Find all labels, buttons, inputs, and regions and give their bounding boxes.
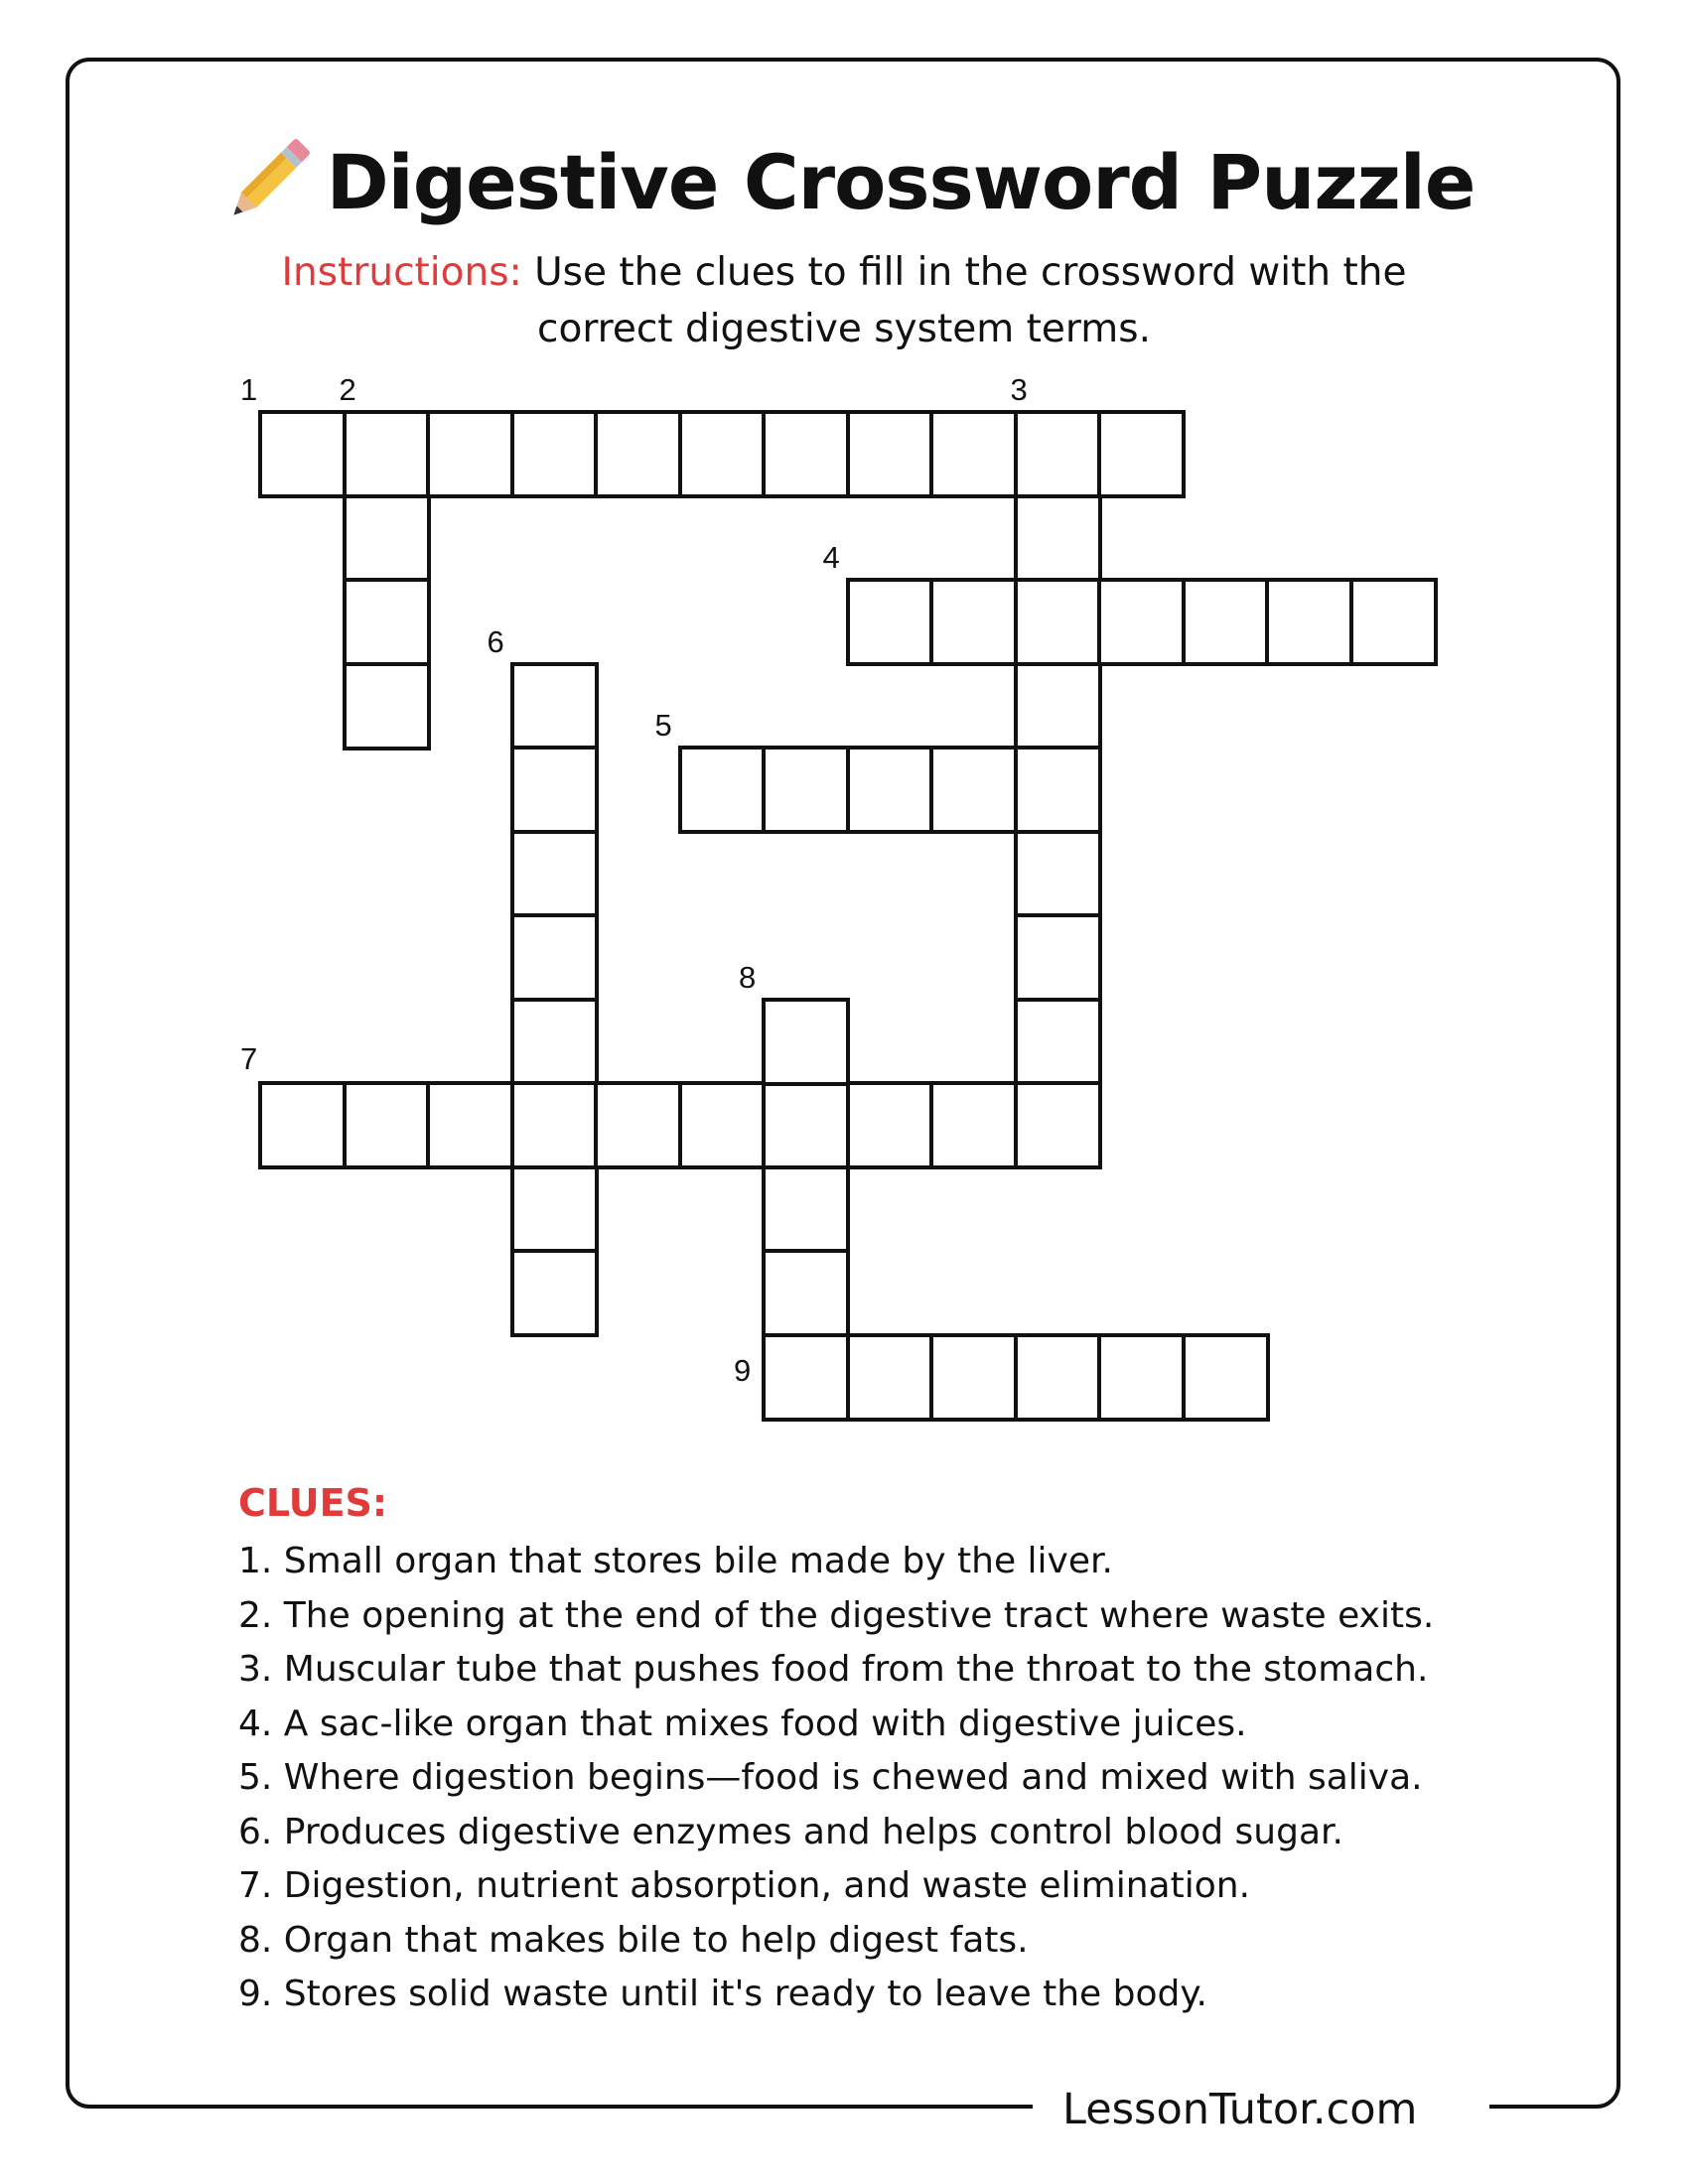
grid-cell[interactable] [848, 748, 932, 832]
clue-item: 3. Muscular tube that pushes food from the throat to the stomach. [238, 1649, 1429, 1690]
grid-cell[interactable] [512, 915, 597, 1000]
grid-cell[interactable] [345, 580, 429, 664]
grid-cell[interactable] [680, 412, 765, 496]
clue-item: 5. Where digestion begins—food is chewed and mixed with saliva. [238, 1757, 1423, 1798]
clue-number-label: 6 [487, 623, 504, 659]
grid-cell[interactable] [1016, 580, 1100, 664]
grid-cell[interactable] [931, 580, 1016, 664]
grid-cell[interactable] [931, 748, 1016, 832]
grid-cell[interactable] [512, 1083, 597, 1167]
grid-cell[interactable] [1016, 664, 1100, 749]
grid-cell[interactable] [931, 412, 1016, 496]
grid-cell[interactable] [345, 496, 429, 581]
grid-cell[interactable] [1099, 1335, 1184, 1420]
grid-cell[interactable] [848, 412, 932, 496]
title-row [0, 117, 1688, 246]
grid-cell[interactable] [764, 1251, 848, 1335]
clue-number-label: 4 [822, 540, 840, 575]
clue-item: 2. The opening at the end of the digestive tract where waste exits. [238, 1594, 1435, 1636]
grid-cell[interactable] [931, 1335, 1016, 1420]
grid-cell[interactable] [596, 412, 680, 496]
grid-cell[interactable] [512, 748, 597, 832]
grid-cell[interactable] [764, 1167, 848, 1252]
clue-number-label: 7 [240, 1041, 258, 1076]
grid-cell[interactable] [596, 1083, 680, 1167]
clues-heading: CLUES: [238, 1481, 388, 1525]
grid-cell[interactable] [512, 1167, 597, 1252]
grid-cell[interactable] [764, 1083, 848, 1167]
instructions-text-line1: Use the clues to fill in the crossword with the [534, 250, 1407, 295]
grid-cell[interactable] [848, 1083, 932, 1167]
clue-item: 8. Organ that makes bile to help digest fats. [238, 1919, 1029, 1961]
grid-cell[interactable] [512, 1251, 597, 1335]
grid-cell[interactable] [764, 1335, 848, 1420]
page-title: Digestive Crossword Puzzle [326, 137, 1476, 226]
instructions-text-line2: correct digestive system terms. [537, 307, 1151, 351]
clue-number-label: 3 [1010, 372, 1028, 407]
clue-item: 7. Digestion, nutrient absorption, and waste elimination. [238, 1865, 1251, 1906]
grid-cell[interactable] [848, 1335, 932, 1420]
grid-cell[interactable] [512, 832, 597, 916]
grid-cell[interactable] [931, 1083, 1016, 1167]
grid-cell[interactable] [1016, 832, 1100, 916]
grid-cell[interactable] [1016, 748, 1100, 832]
grid-cell[interactable] [764, 748, 848, 832]
clues-list [238, 1535, 1434, 2022]
grid-cell[interactable] [345, 664, 429, 749]
grid-cell[interactable] [848, 580, 932, 664]
grid-cell[interactable] [260, 412, 345, 496]
grid-cell[interactable] [1184, 580, 1268, 664]
grid-cell[interactable] [1099, 580, 1184, 664]
grid-cell[interactable] [1016, 1083, 1100, 1167]
grid-cell[interactable] [512, 1000, 597, 1084]
instructions-label: Instructions: [281, 250, 522, 295]
grid-cell[interactable] [1016, 915, 1100, 1000]
footer-site: LessonTutor.com [1041, 2082, 1439, 2137]
grid-cell[interactable] [1267, 580, 1351, 664]
clue-item: 4. A sac-like organ that mixes food with digestive juices. [238, 1703, 1247, 1744]
grid-cell[interactable] [512, 664, 597, 749]
grid-cell[interactable] [1351, 580, 1436, 664]
grid-cell[interactable] [764, 1000, 848, 1084]
grid-cell[interactable] [680, 748, 765, 832]
clue-number-label: 8 [739, 959, 757, 995]
grid-cell[interactable] [345, 1083, 429, 1167]
clue-number-label: 1 [240, 372, 258, 407]
grid-cell[interactable] [680, 1083, 765, 1167]
grid-cell[interactable] [764, 412, 848, 496]
clue-item: 9. Stores solid waste until it's ready to leave the body. [238, 1974, 1207, 2014]
grid-cell[interactable] [428, 1083, 512, 1167]
clue-number-label: 5 [654, 708, 672, 743]
grid-cell[interactable] [512, 412, 597, 496]
clue-item: 1. Small organ that stores bile made by the liver. [238, 1541, 1113, 1581]
grid-cell[interactable] [1016, 412, 1100, 496]
instructions [238, 244, 1450, 357]
clue-number-label: 9 [734, 1352, 752, 1388]
grid-cell[interactable] [1016, 496, 1100, 581]
grid-cell[interactable] [1099, 412, 1184, 496]
grid-cell[interactable] [428, 412, 512, 496]
pencil-icon [213, 128, 321, 235]
clue-number-label: 2 [339, 372, 356, 407]
clue-item: 6. Produces digestive enzymes and helps control blood sugar. [238, 1811, 1343, 1852]
grid-cell[interactable] [1016, 1335, 1100, 1420]
grid-cell[interactable] [260, 1083, 345, 1167]
grid-cell[interactable] [345, 412, 429, 496]
grid-cell[interactable] [1184, 1335, 1268, 1420]
grid-cell[interactable] [1016, 1000, 1100, 1084]
